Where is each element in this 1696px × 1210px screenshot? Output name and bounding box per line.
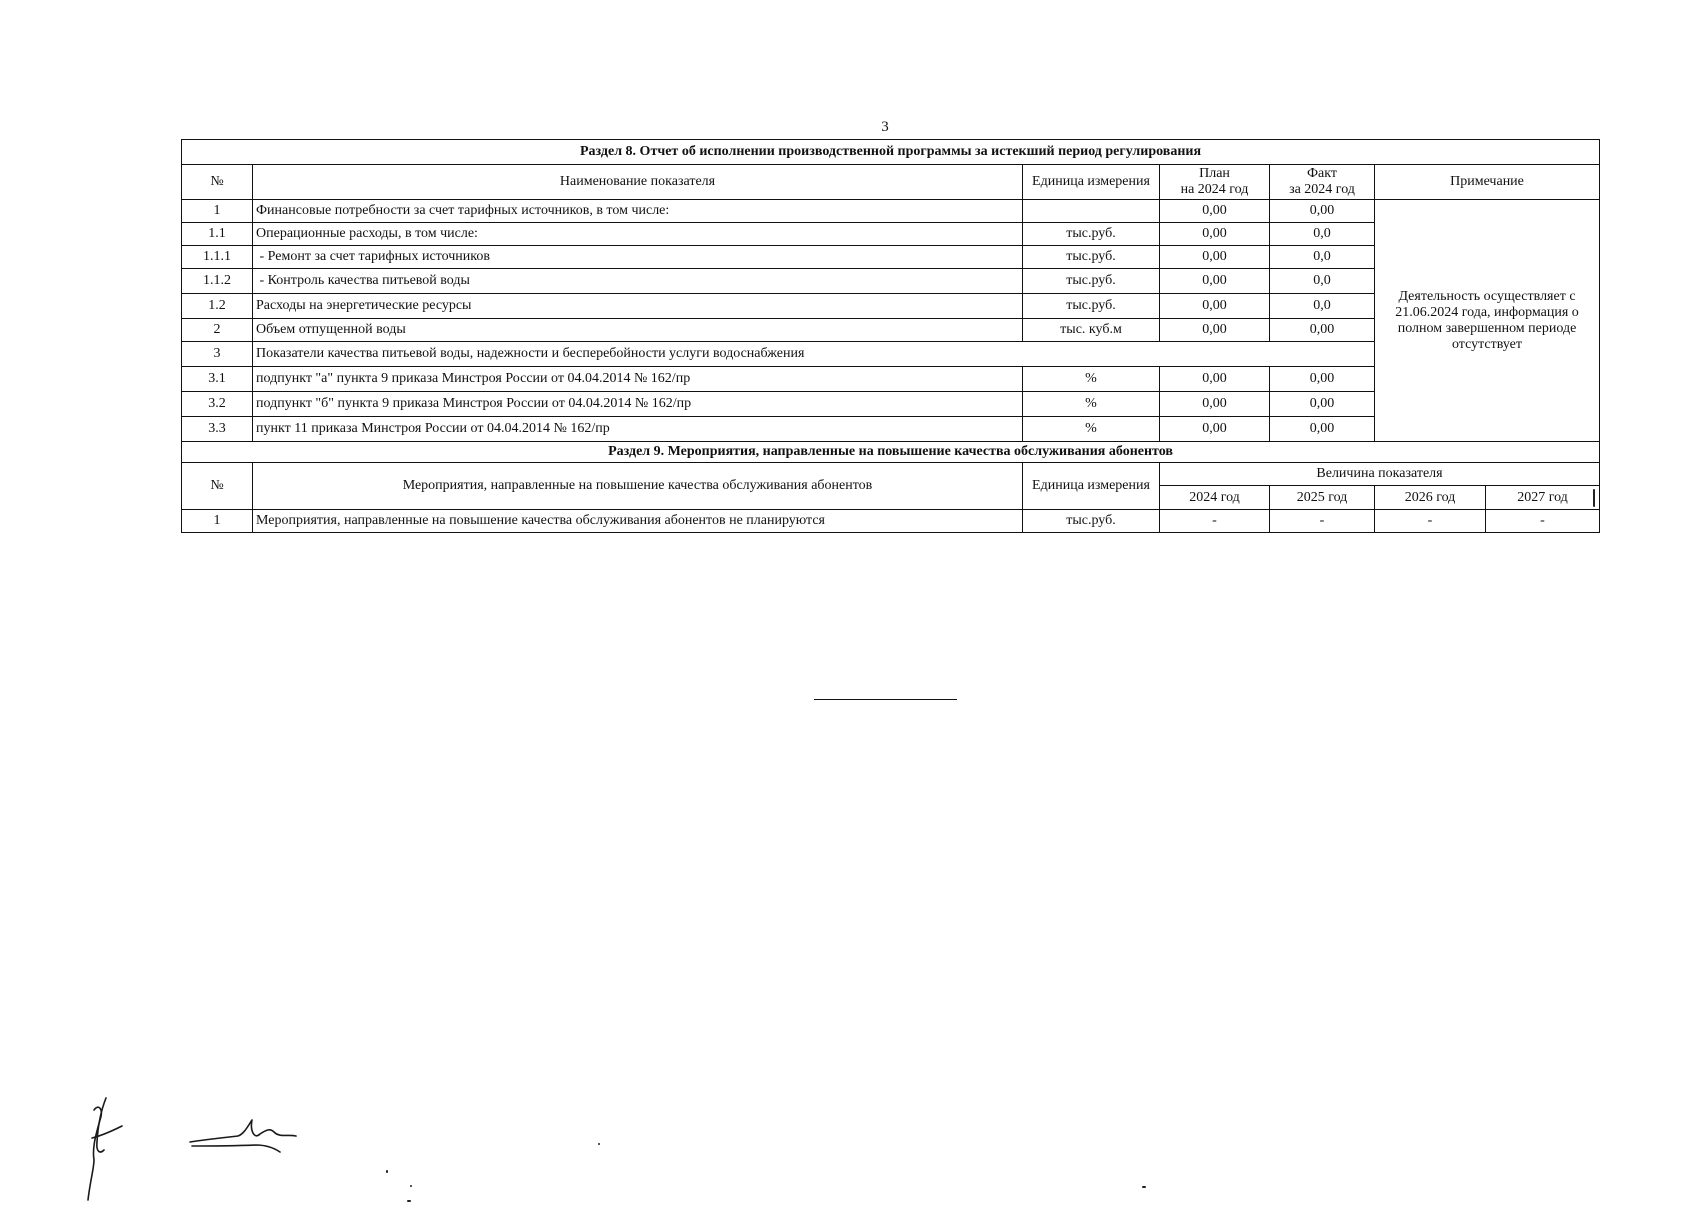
header-value-group: Величина показателя (1160, 463, 1600, 486)
row-plan: 0,00 (1160, 319, 1270, 342)
row-name: подпункт "б" пункта 9 приказа Минстроя России от 04.04.2014 № 162/пр (253, 392, 1023, 417)
row-unit: тыс.руб. (1023, 269, 1160, 294)
row-num: 3.2 (182, 392, 253, 417)
row-plan: 0,00 (1160, 223, 1270, 246)
row-name: Мероприятия, направленные на повышение качества обслуживания абонентов не планируются (253, 510, 1023, 533)
row-fact: 0,0 (1270, 246, 1375, 269)
header-num: № (182, 463, 253, 510)
row-num: 3 (182, 342, 253, 367)
row-unit (1023, 200, 1160, 223)
header-plan (1160, 165, 1270, 200)
row-fact: 0,0 (1270, 223, 1375, 246)
row-num: 1.1 (182, 223, 253, 246)
row-num: 2 (182, 319, 253, 342)
table-row (182, 200, 1600, 223)
row-plan: 0,00 (1160, 367, 1270, 392)
header-measures: Мероприятия, направленные на повышение качества обслуживания абонентов (253, 463, 1023, 510)
row-name: Операционные расходы, в том числе: (253, 223, 1023, 246)
row-num: 1.2 (182, 294, 253, 319)
header-year-2025: 2025 год (1270, 486, 1375, 510)
row-unit: % (1023, 417, 1160, 442)
row-num: 3.3 (182, 417, 253, 442)
header-unit: Единица измерения (1023, 463, 1160, 510)
row-value-2024: - (1160, 510, 1270, 533)
row-unit: тыс.руб. (1023, 246, 1160, 269)
header-name: Наименование показателя (253, 165, 1023, 200)
row-unit: тыс. куб.м (1023, 319, 1160, 342)
header-fact (1270, 165, 1375, 200)
row-name: Финансовые потребности за счет тарифных источников, в том числе: (253, 200, 1023, 223)
report-table (181, 139, 1600, 533)
row-unit: % (1023, 367, 1160, 392)
row-name: Расходы на энергетические ресурсы (253, 294, 1023, 319)
header-year-2024: 2024 год (1160, 486, 1270, 510)
header-fact-line2: за 2024 год (1289, 182, 1355, 197)
handwritten-signature (80, 1090, 320, 1210)
scan-speck (1593, 489, 1595, 507)
header-year-2026: 2026 год (1375, 486, 1486, 510)
header-plan-line1: План (1199, 166, 1230, 181)
row-fact: 0,0 (1270, 294, 1375, 319)
row-plan: 0,00 (1160, 246, 1270, 269)
row-name: пункт 11 приказа Минстроя России от 04.04.2014 № 162/пр (253, 417, 1023, 442)
row-fact: 0,00 (1270, 319, 1375, 342)
section9-title: Раздел 9. Мероприятия, направленные на повышение качества обслуживания абонентов (182, 442, 1600, 463)
row-fact: 0,00 (1270, 367, 1375, 392)
row-unit: тыс.руб. (1023, 510, 1160, 533)
row-value-2027: - (1486, 510, 1600, 533)
header-unit: Единица измерения (1023, 165, 1160, 200)
row-plan: 0,00 (1160, 417, 1270, 442)
scan-speck (1142, 1186, 1146, 1188)
row-num: 1.1.2 (182, 269, 253, 294)
row-fact: 0,00 (1270, 200, 1375, 223)
header-num: № (182, 165, 253, 200)
section8-header-row (182, 165, 1600, 200)
row-num: 1.1.1 (182, 246, 253, 269)
scan-speck (386, 1170, 388, 1173)
row-note: Деятельность осуществляет с 21.06.2024 года, информация о полном завершенном периоде отсутствует (1375, 200, 1600, 442)
row-name: - Контроль качества питьевой воды (253, 269, 1023, 294)
row-plan: 0,00 (1160, 392, 1270, 417)
row-fact: 0,00 (1270, 417, 1375, 442)
separator-line (814, 699, 957, 700)
header-year-2027: 2027 год (1486, 486, 1600, 510)
section9-title-row (182, 442, 1600, 463)
page-number: 3 (881, 119, 889, 135)
row-plan: 0,00 (1160, 294, 1270, 319)
row-unit: тыс.руб. (1023, 294, 1160, 319)
scan-speck (407, 1200, 411, 1202)
header-note: Примечание (1375, 165, 1600, 200)
row-num: 1 (182, 510, 253, 533)
header-plan-line2: на 2024 год (1180, 182, 1249, 197)
row-plan: 0,00 (1160, 269, 1270, 294)
scan-speck (598, 1143, 600, 1145)
row-value-2025: - (1270, 510, 1375, 533)
row-name: подпункт "а" пункта 9 приказа Минстроя России от 04.04.2014 № 162/пр (253, 367, 1023, 392)
section8-title-row (182, 140, 1600, 165)
row-name: Показатели качества питьевой воды, надежности и бесперебойности услуги водоснабжения (253, 342, 1375, 367)
row-unit: % (1023, 392, 1160, 417)
table-row (182, 510, 1600, 533)
row-plan: 0,00 (1160, 200, 1270, 223)
row-fact: 0,00 (1270, 392, 1375, 417)
row-fact: 0,0 (1270, 269, 1375, 294)
row-num: 1 (182, 200, 253, 223)
row-name: Объем отпущенной воды (253, 319, 1023, 342)
row-num: 3.1 (182, 367, 253, 392)
row-name: - Ремонт за счет тарифных источников (253, 246, 1023, 269)
scan-speck (410, 1185, 412, 1187)
section9-header-row (182, 463, 1600, 486)
section8-title: Раздел 8. Отчет об исполнении производственной программы за истекший период регулирования (182, 140, 1600, 165)
row-unit: тыс.руб. (1023, 223, 1160, 246)
header-fact-line1: Факт (1306, 166, 1337, 181)
row-value-2026: - (1375, 510, 1486, 533)
